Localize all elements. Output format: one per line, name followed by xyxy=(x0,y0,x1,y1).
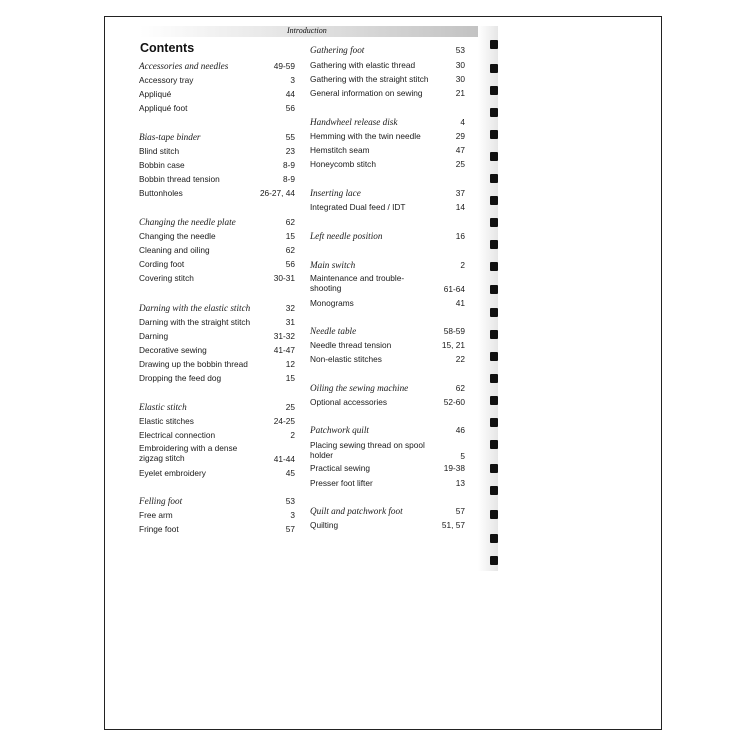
index-entry xyxy=(310,73,465,86)
entry-page-number: 58-59 xyxy=(443,326,465,336)
index-entry xyxy=(310,325,465,338)
entry-page-number: 37 xyxy=(455,188,465,198)
entry-page-number: 14 xyxy=(455,202,465,212)
entry-page-number: 41-47 xyxy=(273,345,295,355)
entry-page-number: 49-59 xyxy=(273,61,295,71)
entry-page-number: 31 xyxy=(285,317,295,327)
entry-label: Oiling the sewing machine xyxy=(310,383,409,393)
index-entry xyxy=(139,159,295,172)
entry-page-number: 25 xyxy=(455,159,465,169)
entry-page-number: 21 xyxy=(455,88,465,98)
index-entry xyxy=(139,330,295,343)
entry-label: Eyelet embroidery xyxy=(139,468,206,478)
entry-label: Main switch xyxy=(310,260,356,270)
index-entry xyxy=(139,344,295,357)
entry-label: Gathering foot xyxy=(310,45,365,55)
entry-page-number: 53 xyxy=(455,45,465,55)
entry-page-number: 8-9 xyxy=(283,160,295,170)
entry-label: Handwheel release disk xyxy=(310,117,398,127)
index-entry xyxy=(139,187,295,200)
entry-label: Elastic stitches xyxy=(139,416,194,426)
binding-tab xyxy=(490,330,498,339)
entry-label: Darning xyxy=(139,331,169,341)
entry-page-number: 62 xyxy=(285,245,295,255)
index-entry xyxy=(139,467,295,480)
index-entry xyxy=(310,440,465,462)
binding-tab xyxy=(490,64,498,73)
index-entry xyxy=(139,523,295,536)
binding-tab xyxy=(490,396,498,405)
entry-label: Inserting lace xyxy=(310,188,361,198)
entry-page-number: 30 xyxy=(455,74,465,84)
index-entry xyxy=(310,273,465,295)
entry-label: Hemming with the twin needle xyxy=(310,131,421,141)
index-entry xyxy=(310,462,465,475)
entry-page-number: 46 xyxy=(455,425,465,435)
entry-label: Covering stitch xyxy=(139,273,194,283)
entry-page-number: 32 xyxy=(285,303,295,313)
index-entry xyxy=(139,415,295,428)
entry-page-number: 15 xyxy=(285,373,295,383)
entry-label: Patchwork quilt xyxy=(310,425,369,435)
entry-label: Elastic stitch xyxy=(139,402,187,412)
index-entry xyxy=(310,201,465,214)
binding-tab xyxy=(490,308,498,317)
binding-tab xyxy=(490,218,498,227)
entry-label: Changing the needle xyxy=(139,231,216,241)
index-entry xyxy=(139,495,295,508)
entry-page-number: 56 xyxy=(285,259,295,269)
entry-label: Appliqué foot xyxy=(139,103,188,113)
entry-label: Felling foot xyxy=(139,496,183,506)
entry-page-number: 30-31 xyxy=(273,273,295,283)
entry-label: General information on sewing xyxy=(310,88,423,98)
entry-page-number: 56 xyxy=(285,103,295,113)
index-entry xyxy=(139,131,295,144)
binding-tab xyxy=(490,40,498,49)
entry-label: Needle table xyxy=(310,326,357,336)
index-entry xyxy=(310,382,465,395)
entry-label: Accessory tray xyxy=(139,75,194,85)
entry-label: Gathering with the straight stitch xyxy=(310,74,429,84)
entry-label: Decorative sewing xyxy=(139,345,207,355)
binding-tab xyxy=(490,174,498,183)
entry-label: Bobbin case xyxy=(139,160,185,170)
index-entry xyxy=(139,145,295,158)
entry-label: Maintenance and trouble-shooting xyxy=(310,273,405,293)
entry-page-number: 26-27, 44 xyxy=(259,188,295,198)
entry-page-number: 15 xyxy=(285,231,295,241)
entry-page-number: 22 xyxy=(455,354,465,364)
entry-label: Monograms xyxy=(310,298,354,308)
entry-page-number: 13 xyxy=(455,478,465,488)
binding-tab xyxy=(490,285,498,294)
entry-page-number: 41-44 xyxy=(273,454,295,464)
entry-page-number: 16 xyxy=(455,231,465,241)
binding-tab xyxy=(490,262,498,271)
binding-tab xyxy=(490,486,498,495)
entry-label: Bias-tape binder xyxy=(139,132,201,142)
entry-label: Accessories and needles xyxy=(139,61,229,71)
entry-page-number: 25 xyxy=(285,402,295,412)
entry-label: Electrical connection xyxy=(139,430,216,440)
binding-tab xyxy=(490,108,498,117)
entry-page-number: 55 xyxy=(285,132,295,142)
index-entry xyxy=(310,505,465,518)
binding-tab xyxy=(490,240,498,249)
entry-label: Drawing up the bobbin thread xyxy=(139,359,248,369)
entry-page-number: 44 xyxy=(285,89,295,99)
index-entry xyxy=(310,339,465,352)
entry-label: Honeycomb stitch xyxy=(310,159,376,169)
entry-label: Bobbin thread tension xyxy=(139,174,220,184)
index-entry xyxy=(310,144,465,157)
binding-tab xyxy=(490,352,498,361)
index-entry xyxy=(139,216,295,229)
entry-page-number: 62 xyxy=(285,217,295,227)
binding-tab xyxy=(490,374,498,383)
entry-label: Cleaning and oiling xyxy=(139,245,210,255)
entry-label: Optional accessories xyxy=(310,397,388,407)
index-entry xyxy=(139,316,295,329)
index-entry xyxy=(310,519,465,532)
binding-tab xyxy=(490,196,498,205)
entry-label: Practical sewing xyxy=(310,463,370,473)
entry-page-number: 62 xyxy=(455,383,465,393)
entry-label: Needle thread tension xyxy=(310,340,392,350)
index-entry xyxy=(139,358,295,371)
entry-page-number: 45 xyxy=(285,468,295,478)
entry-label: Left needle position xyxy=(310,231,383,241)
index-entry xyxy=(139,258,295,271)
entry-label: Placing sewing thread on spool holder xyxy=(310,440,425,460)
entry-page-number: 47 xyxy=(455,145,465,155)
entry-page-number: 5 xyxy=(460,451,465,461)
index-entry xyxy=(310,396,465,409)
entry-page-number: 4 xyxy=(460,117,465,127)
binding-tab xyxy=(490,534,498,543)
binding-tab xyxy=(490,152,498,161)
index-entry xyxy=(310,87,465,100)
entry-page-number: 3 xyxy=(290,75,295,85)
binding-tab xyxy=(490,418,498,427)
page-title: Contents xyxy=(140,41,195,55)
entry-page-number: 29 xyxy=(455,131,465,141)
binding-tab xyxy=(490,556,498,565)
entry-page-number: 12 xyxy=(285,359,295,369)
entry-label: Darning with the straight stitch xyxy=(139,317,251,327)
entry-label: Blind stitch xyxy=(139,146,180,156)
entry-label: Dropping the feed dog xyxy=(139,373,222,383)
entry-label: Darning with the elastic stitch xyxy=(139,303,251,313)
index-entry xyxy=(139,244,295,257)
index-entry xyxy=(310,477,465,490)
entry-page-number: 57 xyxy=(455,506,465,516)
entry-label: Non-elastic stitches xyxy=(310,354,382,364)
index-entry xyxy=(139,272,295,285)
entry-label: Hemstitch seam xyxy=(310,145,370,155)
entry-page-number: 24-25 xyxy=(273,416,295,426)
index-entry xyxy=(139,102,295,115)
index-entry xyxy=(310,297,465,310)
binding-tab xyxy=(490,464,498,473)
entry-page-number: 51, 57 xyxy=(441,520,465,530)
entry-label: Buttonholes xyxy=(139,188,183,198)
entry-page-number: 41 xyxy=(455,298,465,308)
entry-page-number: 2 xyxy=(290,430,295,440)
index-entry xyxy=(310,187,465,200)
entry-label: Integrated Dual feed / IDT xyxy=(310,202,406,212)
index-entry xyxy=(139,173,295,186)
entry-page-number: 2 xyxy=(460,260,465,270)
index-entry xyxy=(310,259,465,272)
index-entry xyxy=(139,74,295,87)
entry-page-number: 30 xyxy=(455,60,465,70)
index-entry xyxy=(310,353,465,366)
binding-tab xyxy=(490,86,498,95)
entry-label: Quilting xyxy=(310,520,339,530)
entry-label: Free arm xyxy=(139,510,173,520)
entry-page-number: 8-9 xyxy=(283,174,295,184)
section-header: Introduction xyxy=(287,26,327,35)
index-entry xyxy=(139,429,295,442)
entry-label: Appliqué xyxy=(139,89,172,99)
index-entry xyxy=(139,88,295,101)
index-entry xyxy=(139,401,295,414)
entry-label: Cording foot xyxy=(139,259,185,269)
index-entry xyxy=(139,509,295,522)
index-entry xyxy=(139,372,295,385)
entry-page-number: 19-38 xyxy=(443,463,465,473)
index-entry xyxy=(139,230,295,243)
entry-page-number: 15, 21 xyxy=(441,340,465,350)
entry-label: Gathering with elastic thread xyxy=(310,60,416,70)
entry-page-number: 53 xyxy=(285,496,295,506)
index-entry xyxy=(139,443,295,465)
index-entry xyxy=(310,130,465,143)
index-entry xyxy=(310,44,465,57)
entry-page-number: 31-32 xyxy=(273,331,295,341)
index-entry xyxy=(139,302,295,315)
index-entry xyxy=(139,60,295,73)
entry-label: Changing the needle plate xyxy=(139,217,236,227)
binding-tab xyxy=(490,440,498,449)
index-entry xyxy=(310,424,465,437)
binding-tab xyxy=(490,510,498,519)
entry-label: Embroidering with a dense zigzag stitch xyxy=(139,443,238,463)
binding-tab xyxy=(490,130,498,139)
index-entry xyxy=(310,116,465,129)
entry-page-number: 61-64 xyxy=(443,284,465,294)
entry-label: Quilt and patchwork foot xyxy=(310,506,403,516)
entry-label: Fringe foot xyxy=(139,524,179,534)
entry-page-number: 3 xyxy=(290,510,295,520)
entry-label: Presser foot lifter xyxy=(310,478,373,488)
entry-page-number: 57 xyxy=(285,524,295,534)
entry-page-number: 23 xyxy=(285,146,295,156)
entry-page-number: 52-60 xyxy=(443,397,465,407)
index-entry xyxy=(310,230,465,243)
index-entry xyxy=(310,158,465,171)
index-entry xyxy=(310,59,465,72)
